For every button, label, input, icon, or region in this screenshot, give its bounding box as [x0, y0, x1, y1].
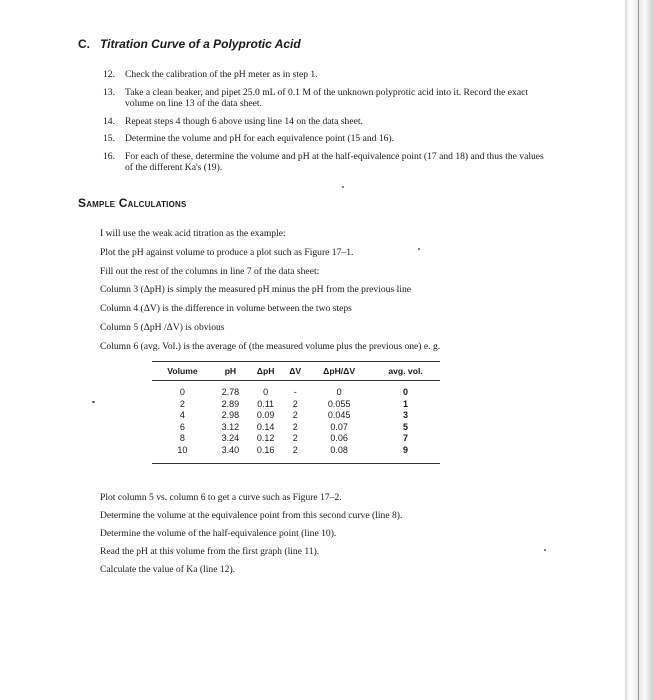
cell-delta-ph-per-delta-v: 0.045 [327, 410, 351, 421]
calc-line: Plot the pH against volume to produce a plot such as Figure 17–1. [100, 246, 354, 258]
cell-delta-ph: 0.11 [257, 398, 275, 409]
cell-volume: 6 [179, 421, 185, 432]
cell-ph: 3.40 [221, 444, 240, 455]
scan-speck [418, 248, 420, 250]
scan-speck [342, 186, 344, 188]
cell-ph: 2.89 [221, 398, 240, 409]
cell-volume: 8 [179, 433, 185, 444]
cell-delta-ph-per-delta-v: 0.08 [330, 444, 348, 455]
cell-delta-ph-per-delta-v: 0.06 [330, 433, 348, 444]
table-row [152, 399, 440, 411]
step-text: Repeat steps 4 though 6 above using line 14 on the data sheet. [125, 115, 363, 127]
cell-delta-ph-per-delta-v: 0 [336, 387, 342, 397]
section-prefix: C. [78, 37, 90, 51]
cell-delta-ph: 0.09 [256, 410, 275, 421]
scan-speck [92, 401, 95, 403]
scan-speck [544, 549, 546, 551]
sample-calculations-heading: Sample Calculations [78, 196, 187, 210]
step-item [103, 87, 553, 110]
step-number: 12. [103, 69, 115, 80]
cell-volume: 10 [177, 444, 188, 455]
header-delta-ph-per-delta-v: ΔpH/ΔV [307, 362, 371, 381]
step-item [103, 151, 553, 174]
cell-delta-v: 2 [292, 444, 298, 455]
step-item [103, 116, 553, 128]
table-row [152, 381, 440, 399]
cell-delta-v: 2 [292, 433, 298, 444]
calc-line: Fill out the rest of the columns in line 7 of the data sheet: [100, 265, 320, 277]
cell-delta-ph: 0 [263, 387, 269, 397]
calc-line: Column 6 (avg. Vol.) is the average of (the measured volume plus the previous one) e. g. [100, 340, 441, 352]
step-number: 16. [103, 150, 115, 162]
header-avg-vol: avg. vol. [371, 362, 440, 381]
header-volume: Volume [152, 362, 213, 381]
step-number: 15. [103, 133, 115, 144]
cell-ph: 2.78 [221, 387, 240, 397]
titration-data-table [152, 361, 440, 464]
cell-volume: 4 [179, 410, 185, 421]
cell-delta-ph-per-delta-v: 0.07 [330, 421, 348, 432]
table-row [152, 433, 440, 445]
step-text: Take a clean beaker, and pipet 25.0 mL of 0.1 M of the unknown polyprotic acid into it. Record the exact volume on line 13 of the data sheet. [125, 86, 528, 109]
cell-ph: 3.12 [221, 421, 240, 432]
cell-delta-ph: 0.12 [256, 433, 275, 444]
calc-line: I will use the weak acid titration as the example: [100, 228, 286, 239]
calc-line: Column 3 (ΔpH) is simply the measured pH minus the pH from the previous line [100, 284, 411, 296]
cell-volume: 0 [179, 387, 185, 397]
step-text: Determine the volume and pH for each equivalence point (15 and 16). [125, 133, 395, 144]
plot-line: Read the pH at this volume from the first graph (line 11). [100, 546, 320, 557]
cell-delta-v: 2 [292, 398, 298, 409]
table-header-row [152, 362, 440, 381]
cell-delta-ph: 0.14 [256, 421, 275, 432]
header-delta-ph: ΔpH [248, 362, 283, 381]
procedure-steps [103, 69, 553, 180]
header-delta-v: ΔV [283, 362, 307, 381]
cell-delta-ph-per-delta-v: 0.055 [327, 398, 351, 409]
cell-avg-vol: 9 [403, 444, 409, 455]
table-row [152, 422, 440, 434]
step-number: 13. [103, 86, 115, 98]
cell-avg-vol: 7 [403, 433, 409, 444]
plot-instructions [100, 492, 540, 582]
cell-delta-v: 2 [292, 410, 298, 421]
step-text: For each of these, determine the volume and pH at the half-equivalence point (17 and 18) and thus the values of the different Ka's (19). [125, 150, 544, 173]
plot-line: Determine the volume at the equivalence point from this second curve (line 8). [100, 510, 403, 521]
cell-avg-vol: 0 [403, 387, 409, 397]
sample-calculations-text [100, 228, 540, 360]
calc-line: Column 4 (ΔV) is the difference in volume between the two steps [100, 303, 352, 315]
calc-line: Column 5 (ΔpH /ΔV) is obvious [100, 321, 225, 333]
plot-line: Determine the volume of the half-equivalence point (line 10). [100, 528, 337, 539]
cell-delta-ph: 0.16 [256, 444, 275, 455]
cell-ph: 3.24 [221, 433, 240, 444]
page-edge-line [638, 0, 639, 700]
plot-line: Calculate the value of Ka (line 12). [100, 564, 236, 575]
step-item [103, 69, 553, 81]
cell-ph: 2.98 [221, 410, 240, 421]
step-number: 14. [103, 115, 115, 127]
section-heading [78, 37, 301, 51]
step-item [103, 133, 553, 145]
cell-avg-vol: 3 [403, 410, 409, 421]
table-row [152, 445, 440, 463]
header-ph: pH [213, 362, 248, 381]
cell-avg-vol: 5 [403, 421, 409, 432]
table-row [152, 410, 440, 422]
cell-avg-vol: 1 [403, 398, 409, 409]
step-text: Check the calibration of the pH meter as in step 1. [125, 69, 318, 80]
page-edge-shadow [625, 0, 653, 700]
cell-volume: 2 [179, 398, 185, 409]
cell-delta-v: - [293, 387, 297, 397]
cell-delta-v: 2 [292, 421, 298, 432]
plot-line: Plot column 5 vs. column 6 to get a curve such as Figure 17–2. [100, 492, 342, 503]
section-title: Titration Curve of a Polyprotic Acid [100, 37, 301, 51]
